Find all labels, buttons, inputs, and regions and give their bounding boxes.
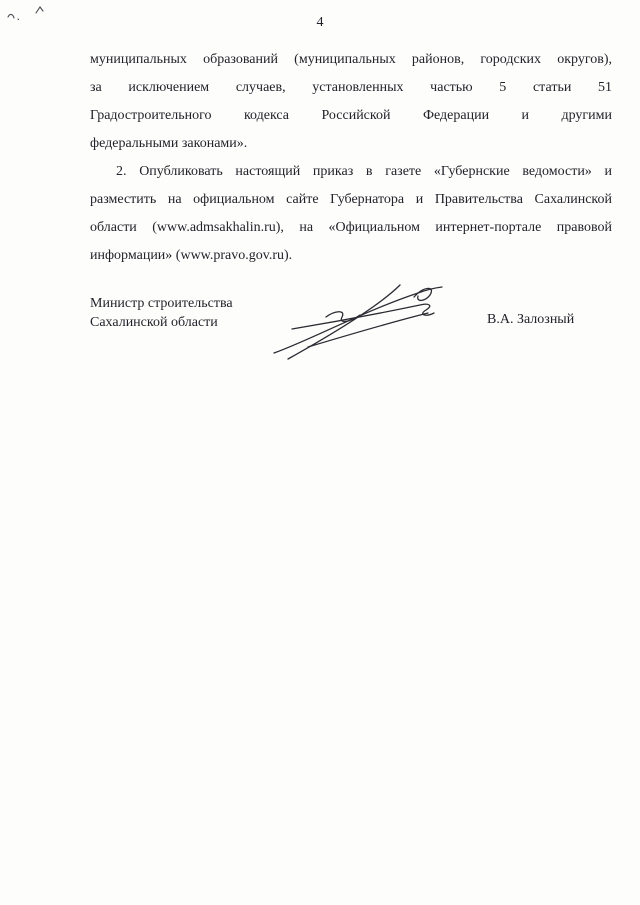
signature-scribble xyxy=(268,283,448,363)
text-line: области (www.admsakhalin.ru), на «Официальном интернет-портале правовой xyxy=(90,220,612,235)
signer-title xyxy=(90,294,233,332)
text-line: Градостроительного кодекса Российской Федерации и другими xyxy=(90,108,612,123)
signer-title-line: Министр строительства xyxy=(90,296,233,311)
text-line: за исключением случаев, установленных частью 5 статьи 51 xyxy=(90,80,612,95)
page-number: 4 xyxy=(316,15,324,30)
text-line: разместить на официальном сайте Губернатора и Правительства Сахалинской xyxy=(90,192,612,207)
text-line: информации» (www.pravo.gov.ru). xyxy=(90,248,293,263)
signer-name: В.А. Залозный xyxy=(487,312,575,327)
text-line: муниципальных образований (муниципальных районов, городских округов), xyxy=(90,52,612,67)
signer-title-line: Сахалинской области xyxy=(90,315,218,330)
text-line: федеральными законами». xyxy=(90,136,248,151)
text-line: 2. Опубликовать настоящий приказ в газете «Губернские ведомости» и xyxy=(116,164,612,179)
